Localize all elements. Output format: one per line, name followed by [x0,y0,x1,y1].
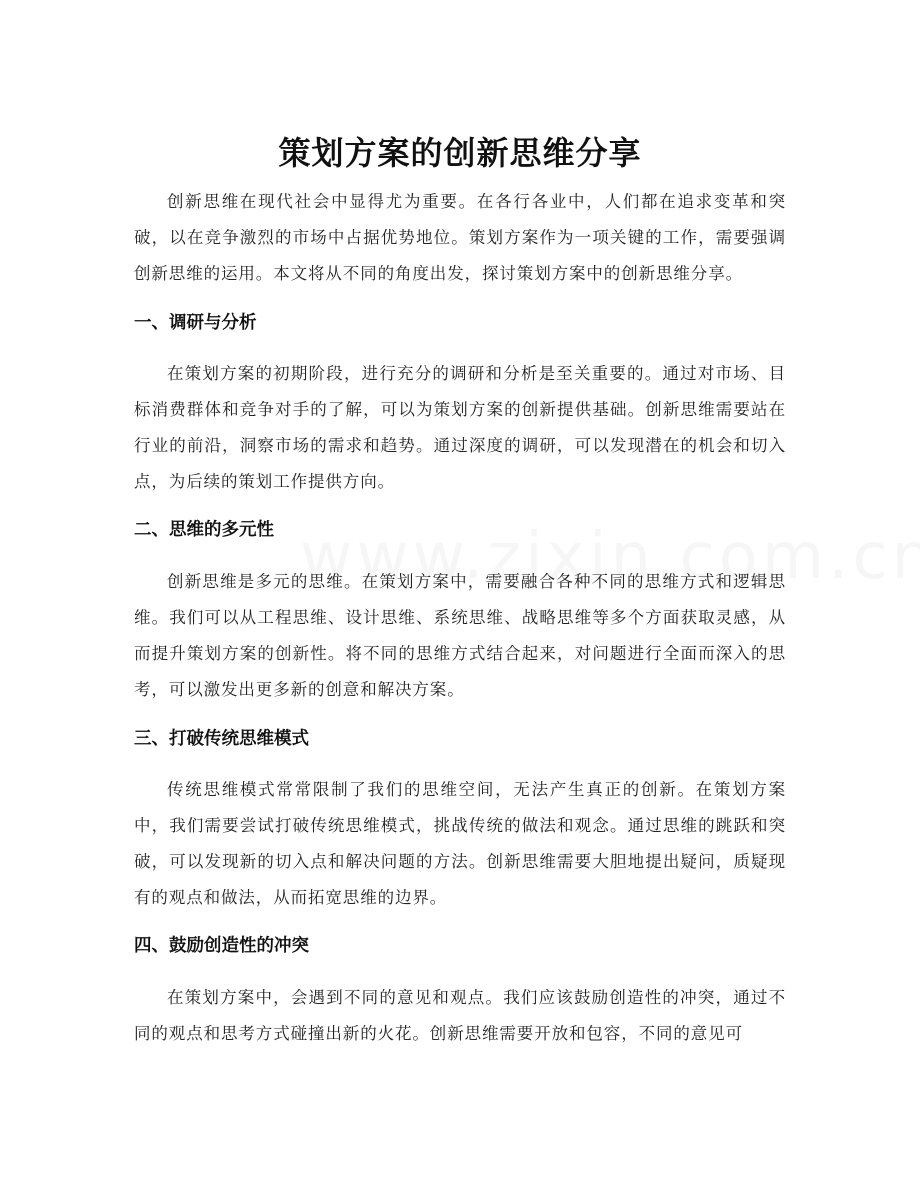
intro-paragraph: 创新思维在现代社会中显得尤为重要。在各行各业中，人们都在追求变革和突破，以在竞争激烈的市场中占据优势地位。策划方案作为一项关键的工作，需要强调创新思维的运用。本文将从不同的角度出发，探讨策划方案中的创新思维分享。 [134,192,786,283]
section-body-creative-conflict: 在策划方案中，会遇到不同的意见和观点。我们应该鼓励创造性的冲突，通过不同的观点和思考方式碰撞出新的火花。创新思维需要开放和包容，不同的意见可 [134,988,786,1043]
section-body-research: 在策划方案的初期阶段，进行充分的调研和分析是至关重要的。通过对市场、目标消费群体和竞争对手的了解，可以为策划方案的创新提供基础。创新思维需要站在行业的前沿，洞察市场的需求和趋势。通过深度的调研，可以发现潜在的机会和切入点，为后续的策划工作提供方向。 [134,364,786,491]
section-heading-research: 一、调研与分析 [134,313,257,333]
document-title: 策划方案的创新思维分享 [278,134,642,173]
section-body-break-tradition: 传统思维模式常常限制了我们的思维空间，无法产生真正的创新。在策划方案中，我们需要尝试打破传统思维模式，挑战传统的做法和观念。通过思维的跳跃和突破，可以发现新的切入点和解决问题的方法。创新思维需要大胆地提出疑问，质疑现有的观点和做法，从而拓宽思维的边界。 [134,780,786,907]
section-heading-diversity: 二、思维的多元性 [134,520,274,540]
section-heading-break-tradition: 三、打破传统思维模式 [134,729,309,749]
section-heading-creative-conflict: 四、鼓励创造性的冲突 [134,936,309,956]
section-body-diversity: 创新思维是多元的思维。在策划方案中，需要融合各种不同的思维方式和逻辑思维。我们可以从工程思维、设计思维、系统思维、战略思维等多个方面获取灵感，从而提升策划方案的创新性。将不同的思维方式结合起来，对问题进行全面而深入的思考，可以激发出更多新的创意和解决方案。 [134,572,786,699]
